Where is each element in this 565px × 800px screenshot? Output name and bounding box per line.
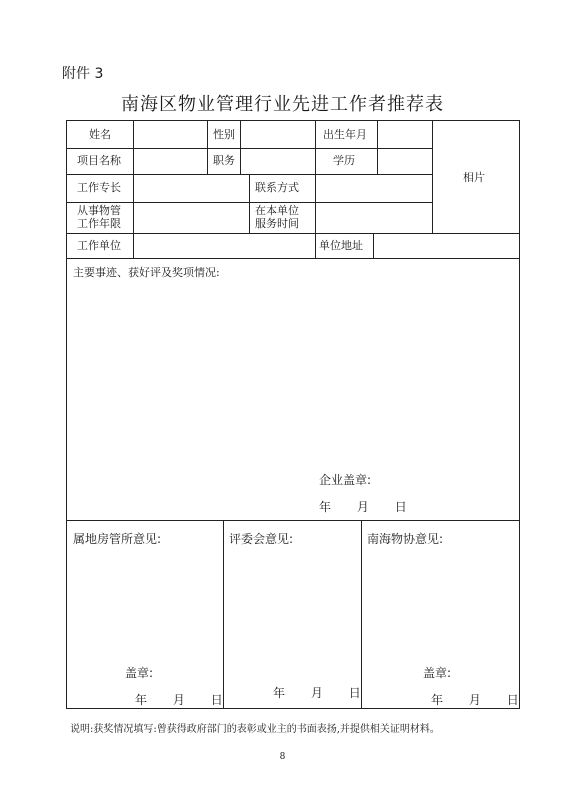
- company-date: [319, 500, 407, 514]
- date-year: 年: [273, 686, 286, 700]
- photo-label: 相片: [463, 171, 485, 184]
- recommendation-form: [66, 120, 520, 709]
- education-field[interactable]: [378, 149, 431, 173]
- years-at-unit-line2: 服务时间: [255, 217, 299, 230]
- housing-office-opinion-label: 属地房管所意见:: [73, 532, 162, 546]
- employer-label: 工作单位: [77, 239, 121, 252]
- years-at-unit-line1: 在本单位: [255, 204, 299, 217]
- date-year: 年: [135, 693, 148, 707]
- specialty-label: 工作专长: [77, 181, 121, 194]
- achievements-label: 主要事迹、获好评及奖项情况:: [73, 266, 220, 279]
- years-in-field-line2: 工作年限: [77, 217, 121, 230]
- date-day: 日: [506, 693, 519, 707]
- project-field[interactable]: [134, 149, 206, 173]
- page-number: 8: [279, 752, 286, 762]
- section-divider: [67, 520, 519, 521]
- project-label: 项目名称: [77, 154, 121, 167]
- date-year: 年: [431, 693, 444, 707]
- date-month: 月: [468, 693, 481, 707]
- date-day: 日: [348, 686, 361, 700]
- footnote: 说明:获奖情况填写:曾获得政府部门的表彰或业主的书面表扬,并提供相关证明材料。: [70, 724, 440, 735]
- association-date: [431, 693, 519, 707]
- date-year: 年: [319, 500, 332, 514]
- col-divider: [249, 174, 250, 233]
- name-label: 姓名: [89, 128, 111, 141]
- photo-box[interactable]: [433, 122, 518, 232]
- years-at-unit-label: [255, 204, 315, 230]
- gender-field[interactable]: [241, 122, 314, 147]
- years-in-field-field[interactable]: [134, 203, 248, 232]
- employer-address-field[interactable]: [374, 234, 518, 257]
- association-opinion-label: 南海物协意见:: [367, 532, 444, 546]
- housing-office-seal-label: 盖章:: [125, 666, 154, 680]
- col-divider: [223, 520, 224, 708]
- education-label: 学历: [333, 154, 355, 167]
- contact-field[interactable]: [316, 175, 431, 201]
- housing-office-date: [135, 693, 223, 707]
- achievements-field[interactable]: [71, 283, 515, 469]
- position-label: 职务: [213, 154, 235, 167]
- contact-label: 联系方式: [255, 181, 299, 194]
- employer-address-label: 单位地址: [319, 239, 363, 252]
- col-divider: [207, 121, 208, 174]
- years-at-unit-field[interactable]: [316, 203, 431, 232]
- committee-date: [273, 686, 361, 700]
- committee-opinion-field[interactable]: [227, 549, 357, 659]
- date-day: 日: [394, 500, 407, 514]
- date-day: 日: [210, 693, 223, 707]
- position-field[interactable]: [241, 149, 314, 173]
- form-title: 南海区物业管理行业先进工作者推荐表: [121, 94, 444, 115]
- years-in-field-line1: 从事物管: [77, 204, 121, 217]
- birth-field[interactable]: [378, 122, 431, 147]
- name-field[interactable]: [134, 122, 206, 147]
- date-month: 月: [310, 686, 323, 700]
- date-month: 月: [356, 500, 369, 514]
- attachment-label: 附件 3: [62, 66, 104, 82]
- birth-label: 出生年月: [323, 128, 367, 141]
- specialty-field[interactable]: [134, 175, 248, 201]
- col-divider: [315, 121, 316, 174]
- date-month: 月: [172, 693, 185, 707]
- col-divider: [315, 233, 316, 258]
- gender-label: 性别: [213, 128, 235, 141]
- association-opinion-field[interactable]: [365, 549, 515, 659]
- col-divider: [361, 520, 362, 708]
- row-divider: [67, 258, 519, 259]
- housing-office-opinion-field[interactable]: [71, 549, 219, 659]
- association-seal-label: 盖章:: [423, 666, 452, 680]
- employer-field[interactable]: [134, 234, 314, 257]
- years-in-field-label: [77, 204, 137, 230]
- company-seal-label: 企业盖章:: [319, 473, 372, 487]
- committee-opinion-label: 评委会意见:: [229, 532, 294, 546]
